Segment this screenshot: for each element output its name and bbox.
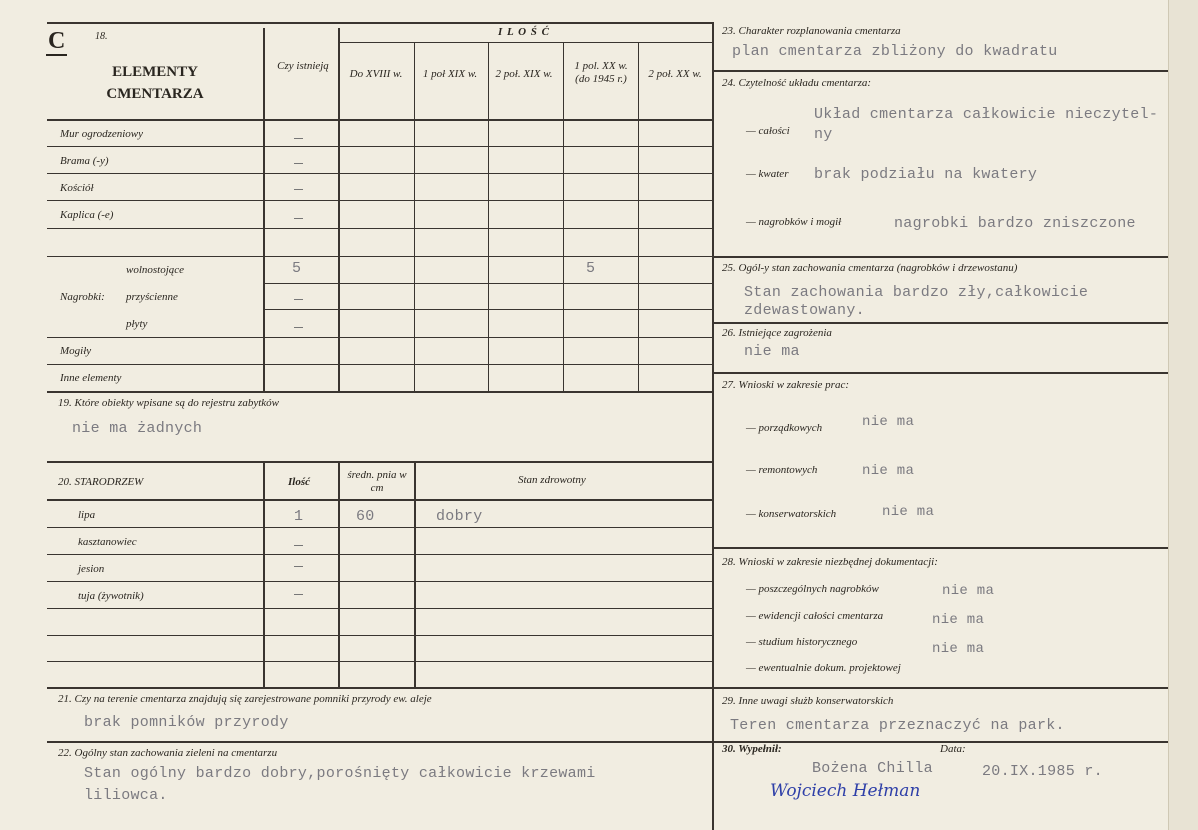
row-nagrobki: Nagrobki: xyxy=(60,291,105,303)
q25-bottom xyxy=(712,322,1168,324)
q24-nagrobkow-answer: nagrobki bardzo zniszczone xyxy=(894,215,1136,232)
tree-kasztanowiec: kasztanowiec xyxy=(78,536,137,548)
filler-date: 20.IX.1985 r. xyxy=(982,763,1103,780)
q28-label: 28. Wnioski w zakresie niezbędnej dokumentacji: xyxy=(722,556,938,568)
q24-kwater-label: — kwater xyxy=(746,168,789,180)
q27-label: 27. Wnioski w zakresie prac: xyxy=(722,379,849,391)
q27-remontowych-label: — remontowych xyxy=(746,464,818,476)
q21-label: 21. Czy na terenie cmentarza znajdują się zarejestrowane pomniki przyrody ew. aleje xyxy=(58,693,432,705)
starodrzew-col-ilosc: Ilość xyxy=(288,476,310,488)
q28-a-label: — poszczególnych nagrobków xyxy=(746,583,879,595)
dash-mark xyxy=(294,299,303,300)
row-line xyxy=(47,527,712,528)
dash-mark xyxy=(294,138,303,139)
starodrzew-col-stan: Stan zdrowotny xyxy=(518,474,586,486)
row-line xyxy=(47,337,712,338)
elements-title-2: CMENTARZA xyxy=(106,86,204,102)
row-line xyxy=(47,364,712,365)
center-divider xyxy=(712,22,714,830)
row-mogily: Mogiły xyxy=(60,345,92,357)
q24-calosci-line2: ny xyxy=(814,126,833,143)
q25-label: 25. Ogól-y stan zachowania cmentarza (nagrobków i drzewostanu) xyxy=(722,262,1018,274)
q23-bottom xyxy=(712,70,1168,72)
q24-calosci-label: — całości xyxy=(746,125,790,137)
section18-number: 18. xyxy=(95,31,108,42)
col-do-xviii: Do XVIII w. xyxy=(349,68,403,80)
q26-answer: nie ma xyxy=(744,343,800,360)
q21-bottom xyxy=(47,741,712,743)
q28-d-label: — ewentualnie dokum. projektowej xyxy=(746,662,901,674)
q27-porzadkowych-label: — porządkowych xyxy=(746,422,823,434)
q28-a-answer: nie ma xyxy=(942,583,995,599)
dash-mark xyxy=(294,218,303,219)
q22-answer-line2: liliowca. xyxy=(84,787,168,804)
q30-label: 30. Wypełnił: xyxy=(722,743,782,755)
dash-mark xyxy=(294,566,303,567)
q23-label: 23. Charakter rozplanowania cmentarza xyxy=(722,25,901,37)
col-line xyxy=(488,42,489,391)
ilosc-underline xyxy=(338,42,712,43)
col-2pol-xix: 2 poł. XIX w. xyxy=(495,68,553,80)
dash-mark xyxy=(294,545,303,546)
q28-b-answer: nie ma xyxy=(932,612,985,628)
col-1pol-xix: 1 poł XIX w. xyxy=(422,68,478,80)
q27-bottom xyxy=(712,547,1168,549)
q27-remontowych-answer: nie ma xyxy=(862,463,915,479)
starodrzew-header-bottom xyxy=(47,499,712,501)
handwritten-signature: Wojciech Hełman xyxy=(770,781,921,801)
q24-bottom xyxy=(712,256,1168,258)
col-line xyxy=(338,28,340,391)
q24-calosci-line1: Układ cmentarza całkowicie nieczytel- xyxy=(814,106,1159,123)
q19-label: 19. Które obiekty wpisane są do rejestru zabytków xyxy=(58,397,279,409)
row-line xyxy=(47,581,712,582)
q27-konserwatorskich-label: — konserwatorskich xyxy=(746,508,837,520)
q22-answer-line1: Stan ogólny bardzo dobry,porośnięty całkowicie krzewami xyxy=(84,765,596,782)
row-plyty: płyty xyxy=(126,318,148,330)
row-line xyxy=(47,200,712,201)
q26-label: 26. Istniejące zagrożenia xyxy=(722,327,832,339)
row-line xyxy=(47,173,712,174)
col-2pol-xx: 2 poł. XX w. xyxy=(648,68,702,80)
col-line xyxy=(638,42,639,391)
dash-mark xyxy=(294,327,303,328)
starodrzew-title: 20. STARODRZEW xyxy=(58,476,144,488)
row-brama: Brama (-y) xyxy=(60,155,109,167)
q27-konserwatorskich-answer: nie ma xyxy=(882,504,935,520)
starodrzew-col-sredn: średn. pnia w cm xyxy=(347,469,407,494)
col-line xyxy=(414,461,416,687)
col-line xyxy=(263,461,265,687)
lipa-ilosc: 1 xyxy=(294,508,304,525)
tree-lipa: lipa xyxy=(78,509,96,521)
col-line xyxy=(338,461,340,687)
col-line xyxy=(414,42,415,391)
dash-mark xyxy=(294,594,303,595)
page-edge xyxy=(1168,0,1198,830)
dash-mark xyxy=(294,163,303,164)
q28-b-label: — ewidencji całości cmentarza xyxy=(746,610,884,622)
lipa-stan: dobry xyxy=(436,508,483,525)
starodrzew-bottom xyxy=(47,687,712,689)
q24-label: 24. Czytelność układu cmentarza: xyxy=(722,77,872,89)
tree-tuja: tuja (żywotnik) xyxy=(78,590,144,602)
row-line xyxy=(47,146,712,147)
row-kosciol: Kościół xyxy=(60,182,94,194)
q28-c-label: — studium historycznego xyxy=(746,636,858,648)
q28-bottom xyxy=(712,687,1168,689)
elements-header-bottom xyxy=(47,119,712,121)
section-letter: C xyxy=(48,28,66,54)
elements-title-1: ELEMENTY xyxy=(112,64,198,80)
row-line xyxy=(47,661,712,662)
q27-porzadkowych-answer: nie ma xyxy=(862,414,915,430)
elements-table-bottom xyxy=(47,391,712,393)
ilosc-header: I L O Ś Ć xyxy=(498,26,550,38)
col-1pol-xx: 1 pol. XX w. (do 1945 r.) xyxy=(574,60,628,85)
col-line xyxy=(263,28,265,391)
row-line xyxy=(47,554,712,555)
wolnostojace-count: 5 xyxy=(292,260,302,277)
row-inne: Inne elementy xyxy=(60,372,122,384)
filler-name: Bożena Chilla xyxy=(812,760,933,777)
wolnostojace-1polxx: 5 xyxy=(586,260,596,277)
q29-label: 29. Inne uwagi służb konserwatorskich xyxy=(722,695,894,707)
q21-answer: brak pomników przyrody xyxy=(84,714,289,731)
q25-answer-line2: zdewastowany. xyxy=(744,302,865,319)
row-line xyxy=(47,608,712,609)
row-kaplica: Kaplica (-e) xyxy=(60,209,114,221)
lipa-sredn: 60 xyxy=(356,508,375,525)
q25-answer-line1: Stan zachowania bardzo zły,całkowicie xyxy=(744,284,1089,301)
q19-answer: nie ma żadnych xyxy=(72,420,203,437)
tree-jesion: jesion xyxy=(78,563,105,575)
czy-istnieja-header: Czy istnieją xyxy=(277,60,329,72)
q23-answer: plan cmentarza zbliżony do kwadratu xyxy=(732,43,1058,60)
row-line xyxy=(47,228,712,229)
q29-answer: Teren cmentarza przeznaczyć na park. xyxy=(730,717,1065,734)
col-line xyxy=(563,42,564,391)
q19-bottom xyxy=(47,461,712,463)
data-label: Data: xyxy=(940,743,966,755)
q24-kwater-answer: brak podziału na kwatery xyxy=(814,166,1038,183)
q28-c-answer: nie ma xyxy=(932,641,985,657)
dash-mark xyxy=(294,189,303,190)
row-wolnostojace: wolnostojące xyxy=(126,264,185,276)
row-line xyxy=(47,635,712,636)
q24-nagrobkow-label: — nagrobków i mogił xyxy=(746,216,842,228)
row-line xyxy=(47,256,712,257)
frame-top xyxy=(47,22,712,24)
row-mur: Mur ogrodzeniowy xyxy=(60,128,144,140)
q22-label: 22. Ogólny stan zachowania zieleni na cmentarzu xyxy=(58,747,278,759)
q26-bottom xyxy=(712,372,1168,374)
row-przyscienne: przyścienne xyxy=(126,291,178,303)
